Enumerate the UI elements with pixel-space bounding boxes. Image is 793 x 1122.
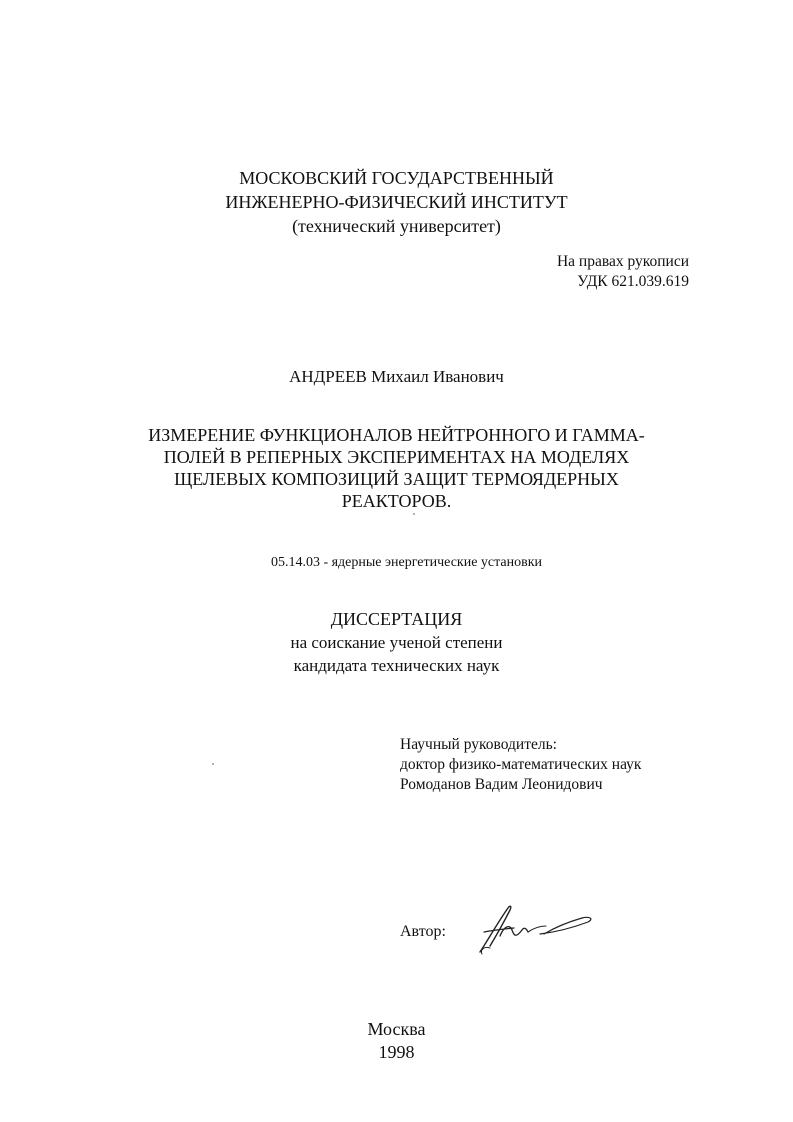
degree-name: кандидата технических наук: [293, 656, 500, 675]
degree-purpose: на соискание ученой степени: [290, 633, 503, 652]
udc-code: УДК 621.039.619: [577, 273, 689, 290]
title-line-3: ЩЕЛЕВЫХ КОМПОЗИЦИЙ ЗАЩИТ ТЕРМОЯДЕРНЫХ: [174, 469, 619, 489]
manuscript-rights-label: На правах рукописи: [556, 253, 689, 270]
title-line-2: ПОЛЕЙ В РЕПЕРНЫХ ЭКСПЕРИМЕНТАХ НА МОДЕЛЯХ: [163, 447, 630, 467]
advisor-degree: доктор физико-математических наук: [400, 756, 642, 773]
title-line-4: РЕАКТОРОВ.: [341, 491, 452, 511]
institution-line-1: МОСКОВСКИЙ ГОСУДАРСТВЕННЫЙ: [239, 168, 554, 188]
advisor-name: Ромоданов Вадим Леонидович: [400, 776, 603, 793]
author-name: АНДРЕЕВ Михаил Иванович: [289, 367, 504, 386]
specialty-code: 05.14.03 - ядерные энергетические установки: [270, 555, 543, 570]
institution-line-2: ИНЖЕНЕРНО-ФИЗИЧЕСКИЙ ИНСТИТУТ: [225, 192, 568, 212]
advisor-label: Научный руководитель:: [400, 736, 557, 753]
title-line-1: ИЗМЕРЕНИЕ ФУНКЦИОНАЛОВ НЕЙТРОННОГО И ГАММА-: [148, 425, 645, 445]
city: Москва: [367, 1019, 426, 1039]
institution-line-3: (технический университет): [292, 216, 501, 236]
manuscript-rights-block: [557, 252, 689, 292]
year: 1998: [378, 1042, 415, 1062]
advisor-block: [400, 735, 641, 795]
dissertation-heading: ДИССЕРТАЦИЯ: [330, 609, 463, 629]
place-and-year: [0, 1018, 793, 1064]
institution-header: [0, 166, 793, 238]
scan-speck: [413, 513, 415, 515]
scan-speck: [212, 763, 214, 765]
author-signature-label: Автор:: [400, 923, 446, 940]
degree-block: [0, 608, 793, 677]
handwritten-signature: [470, 900, 600, 960]
dissertation-title: [60, 424, 733, 512]
